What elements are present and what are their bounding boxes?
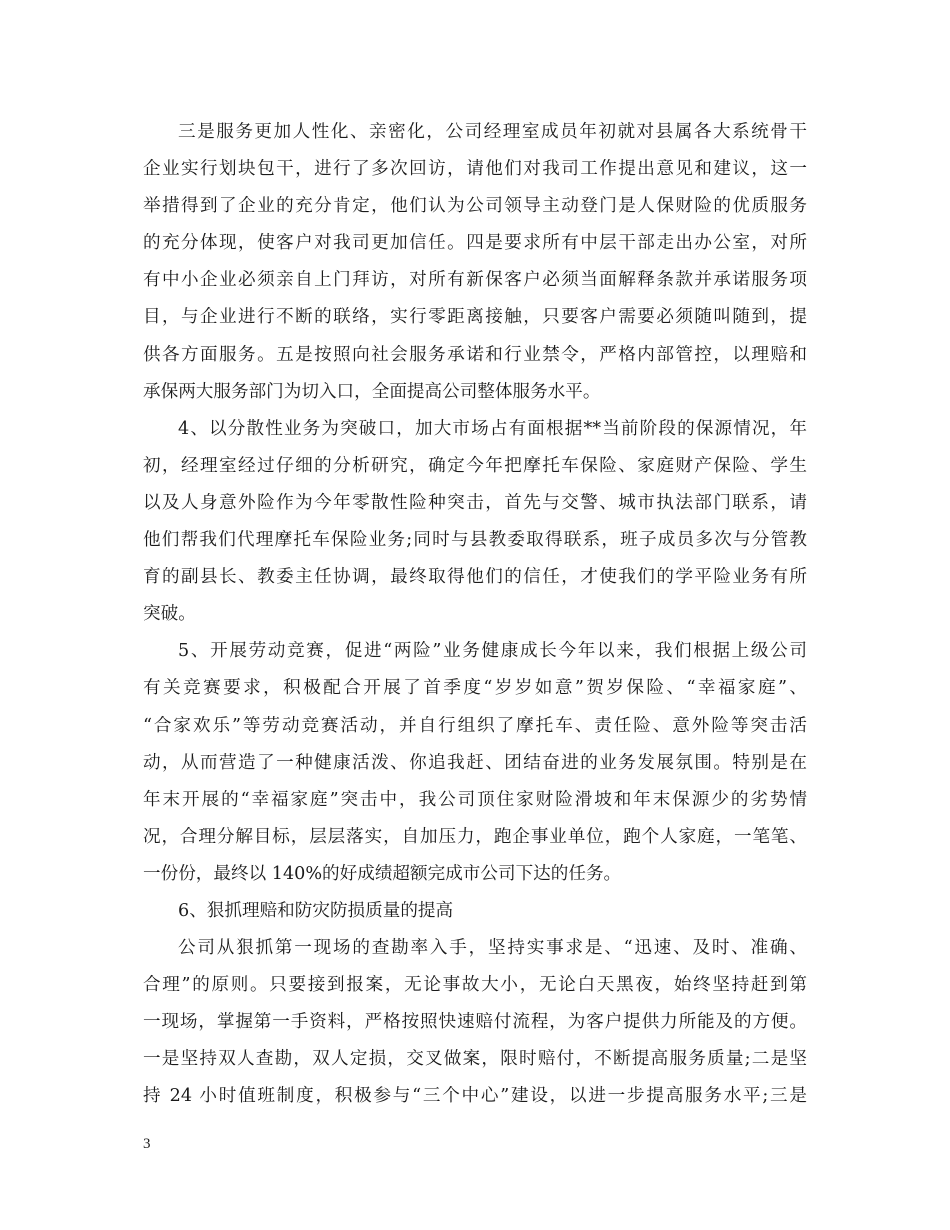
text-line: 5、开展劳动竞赛，促进“两险”业务健康成长今年以来，我们根据上级公司 bbox=[178, 641, 807, 662]
section-heading: 6、狠抓理赔和防灾防损质量的提高 bbox=[178, 900, 454, 921]
text-line: 他们帮我们代理摩托车保险业务;同时与县教委取得联系，班子成员多次与分管教 bbox=[143, 530, 807, 551]
text-line: 供各方面服务。五是按照向社会服务承诺和行业禁令，严格内部管控，以理赔和 bbox=[143, 344, 807, 365]
document-body bbox=[143, 114, 807, 1116]
text-line: 公司从狠抓第一现场的查勘率入手，坚持实事求是、“迅速、及时、准确、 bbox=[178, 938, 807, 959]
text-line: 企业实行划块包干，进行了多次回访，请他们对我司工作提出意见和建议，这一 bbox=[143, 159, 807, 180]
text-line: 4、以分散性业务为突破口，加大市场占有面根据**当前阶段的保源情况，年 bbox=[178, 418, 807, 439]
text-line: 动，从而营造了一种健康活泼、你追我赶、团结奋进的业务发展氛围。特别是在 bbox=[143, 752, 807, 773]
text-line: 以及人身意外险作为今年零散性险种突击，首先与交警、城市执法部门联系，请 bbox=[143, 492, 807, 513]
text-line: 一是坚持双人查勘，双人定损，交叉做案，限时赔付，不断提高服务质量;二是坚 bbox=[143, 1049, 807, 1070]
text-line: 三是服务更加人性化、亲密化，公司经理室成员年初就对县属各大系统骨干 bbox=[178, 122, 807, 142]
text-line: “合家欢乐”等劳动竞赛活动，并自行组织了摩托车、责任险、意外险等突击活 bbox=[143, 715, 807, 736]
text-line: 突破。 bbox=[143, 604, 196, 625]
text-line: 持 24 小时值班制度，积极参与“三个中心”建设，以进一步提高服务水平;三是 bbox=[143, 1086, 807, 1107]
page-number: 3 bbox=[143, 1136, 151, 1152]
text-line: 的充分体现，使客户对我司更加信任。四是要求所有中层干部走出办公室，对所 bbox=[143, 233, 807, 254]
text-line: 育的副县长、教委主任协调，最终取得他们的信任，才使我们的学平险业务有所 bbox=[143, 567, 807, 588]
text-line: 目，与企业进行不断的联络，实行零距离接触，只要客户需要必须随叫随到，提 bbox=[143, 307, 807, 328]
text-line: 一现场，掌握第一手资料，严格按照快速赔付流程，为客户提供力所能及的方便。 bbox=[143, 1012, 807, 1033]
text-line: 承保两大服务部门为切入口，全面提高公司整体服务水平。 bbox=[143, 381, 601, 402]
text-line: 举措得到了企业的充分肯定，他们认为公司领导主动登门是人保财险的优质服务 bbox=[143, 196, 807, 217]
text-line: 有关竞赛要求，积极配合开展了首季度“岁岁如意”贺岁保险、“幸福家庭”、 bbox=[143, 678, 807, 699]
text-line: 年末开展的“幸福家庭”突击中，我公司顶住家财险滑坡和年末保源少的劣势情 bbox=[143, 789, 807, 810]
text-line: 一份份，最终以 140%的好成绩超额完成市公司下达的任务。 bbox=[143, 863, 622, 884]
text-line: 况，合理分解目标，层层落实，自加压力，跑企事业单位，跑个人家庭，一笔笔、 bbox=[143, 826, 807, 847]
text-line: 合理”的原则。只要接到报案，无论事故大小，无论白天黑夜，始终坚持赶到第 bbox=[143, 975, 807, 996]
text-line: 有中小企业必须亲自上门拜访，对所有新保客户必须当面解释条款并承诺服务项 bbox=[143, 270, 807, 291]
text-line: 初，经理室经过仔细的分析研究，确定今年把摩托车保险、家庭财产保险、学生 bbox=[143, 455, 807, 476]
